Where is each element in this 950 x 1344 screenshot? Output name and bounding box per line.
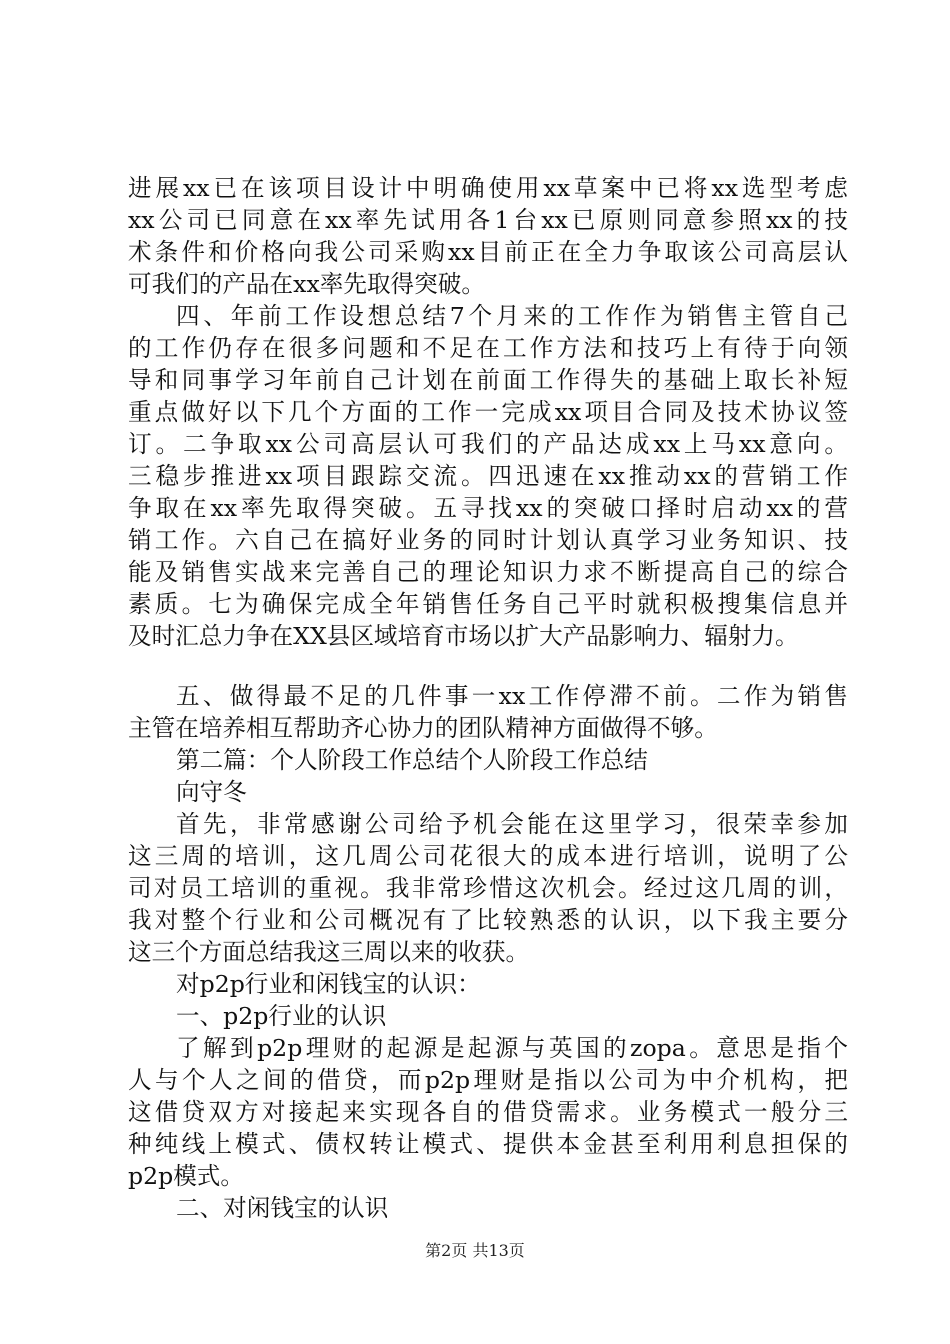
text-line: 导和同事学习年前自己计划在前面工作得失的基础上取长补短 bbox=[128, 366, 848, 394]
text-line: 首先，非常感谢公司给予机会能在这里学习，很荣幸参加 bbox=[176, 810, 848, 838]
text-line: 订。二争取xx公司高层认可我们的产品达成xx上马xx意向。 bbox=[128, 430, 848, 458]
document-body bbox=[128, 172, 848, 1224]
text-line: 及时汇总力争在XX县区域培育市场以扩大产品影响力、辐射力。 bbox=[128, 622, 799, 650]
text-line: 素质。七为确保完成全年销售任务自己平时就积极搜集信息并 bbox=[128, 590, 848, 618]
text-line: 五、做得最不足的几件事一xx工作停滞不前。二作为销售 bbox=[176, 682, 848, 710]
text-line: 争取在xx率先取得突破。五寻找xx的突破口择时启动xx的营 bbox=[128, 494, 848, 522]
text-line: 向守冬 bbox=[176, 778, 247, 806]
text-line: 进展xx已在该项目设计中明确使用xx草案中已将xx选型考虑 bbox=[128, 174, 848, 202]
text-line: 种纯线上模式、债权转让模式、提供本金甚至利用利息担保的 bbox=[128, 1130, 848, 1158]
text-line: 人与个人之间的借贷，而p2p理财是指以公司为中介机构，把 bbox=[128, 1066, 848, 1094]
text-line: 能及销售实战来完善自己的理论知识力求不断提高自己的综合 bbox=[128, 558, 848, 586]
text-line: 第二篇：个人阶段工作总结个人阶段工作总结 bbox=[176, 746, 648, 774]
text-line: 一、p2p行业的认识 bbox=[176, 1002, 387, 1030]
text-line: 了解到p2p理财的起源是起源与英国的zopa。意思是指个 bbox=[176, 1034, 848, 1062]
text-line: 对p2p行业和闲钱宝的认识： bbox=[176, 970, 481, 998]
text-line: 二、对闲钱宝的认识 bbox=[176, 1194, 389, 1222]
text-line: 重点做好以下几个方面的工作一完成xx项目合同及技术协议签 bbox=[128, 398, 848, 426]
text-line: p2p模式。 bbox=[128, 1162, 244, 1190]
text-line: 销工作。六自己在搞好业务的同时计划认真学习业务知识、技 bbox=[128, 526, 848, 554]
text-line: xx公司已同意在xx率先试用各1台xx已原则同意参照xx的技 bbox=[128, 206, 848, 234]
text-line: 这借贷双方对接起来实现各自的借贷需求。业务模式一般分三 bbox=[128, 1098, 848, 1126]
page-footer: 第2页 共13页 bbox=[425, 1241, 525, 1260]
text-line: 四、年前工作设想总结7个月来的工作作为销售主管自己 bbox=[176, 302, 848, 330]
text-line: 司对员工培训的重视。我非常珍惜这次机会。经过这几周的训， bbox=[128, 874, 848, 902]
text-line: 的工作仍存在很多问题和不足在工作方法和技巧上有待于向领 bbox=[128, 334, 848, 362]
text-line: 这三周的培训，这几周公司花很大的成本进行培训，说明了公 bbox=[128, 842, 848, 870]
text-line: 三稳步推进xx项目跟踪交流。四迅速在xx推动xx的营销工作 bbox=[128, 462, 848, 490]
text-line: 术条件和价格向我公司采购xx目前正在全力争取该公司高层认 bbox=[128, 238, 848, 266]
text-line: 这三个方面总结我这三周以来的收获。 bbox=[128, 938, 530, 966]
text-line: 主管在培养相互帮助齐心协力的团队精神方面做得不够。 bbox=[128, 714, 718, 742]
text-line: 我对整个行业和公司概况有了比较熟悉的认识，以下我主要分 bbox=[128, 906, 848, 934]
text-line: 可我们的产品在xx率先取得突破。 bbox=[128, 270, 485, 298]
paragraph-gap bbox=[128, 652, 848, 680]
